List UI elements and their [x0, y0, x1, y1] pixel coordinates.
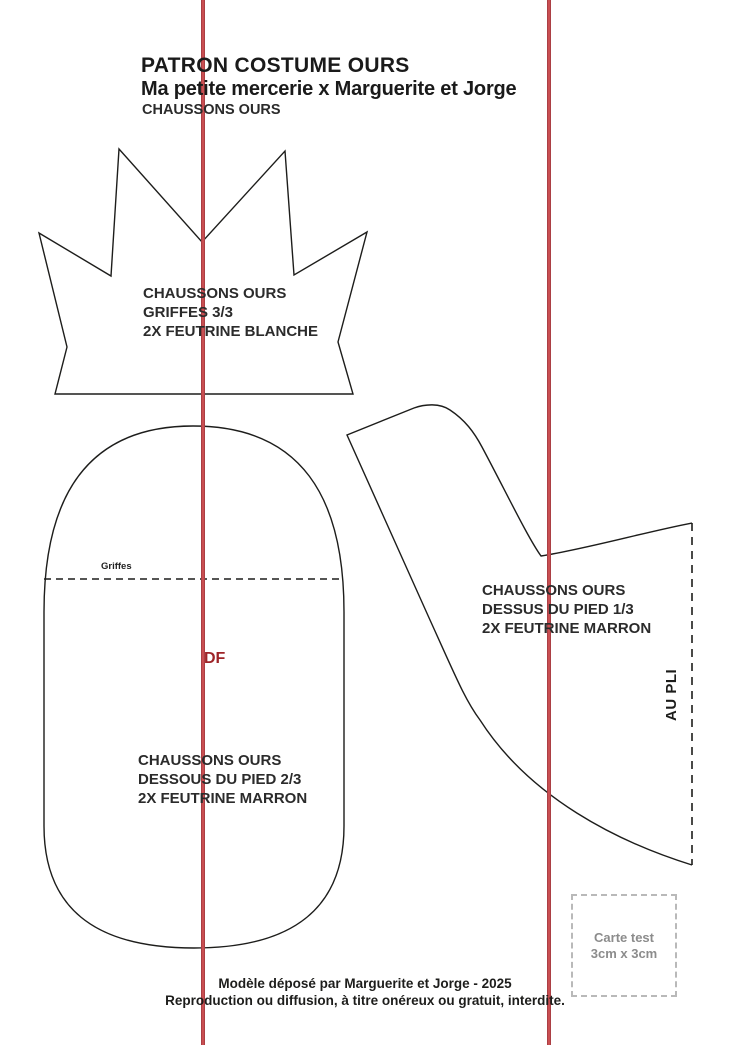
sole-piece-label — [138, 751, 307, 808]
sole-piece-name: CHAUSSONS OURS — [138, 752, 282, 769]
page-title: PATRON COSTUME OURS — [141, 54, 410, 77]
collab-title: Ma petite mercerie x Marguerite et Jorge — [141, 78, 517, 100]
griffes-piece-part: GRIFFES 3/3 — [143, 304, 234, 321]
griffes-piece-material: 2X FEUTRINE BLANCHE — [143, 323, 319, 340]
footer-line2: Reproduction ou diffusion, à titre onéreux ou gratuit, interdite. — [165, 992, 565, 1008]
grainline-label: DF — [204, 650, 226, 667]
test-card-title: Carte test — [594, 929, 654, 945]
footer-line1: Modèle déposé par Marguerite et Jorge - 2025 — [218, 976, 512, 991]
upper-piece-name: CHAUSSONS OURS — [482, 582, 626, 599]
sole-piece-material: 2X FEUTRINE MARRON — [138, 790, 308, 807]
upper-piece-material: 2X FEUTRINE MARRON — [482, 620, 652, 637]
sole-shape-outline — [44, 426, 344, 948]
upper-piece-part: DESSUS DU PIED 1/3 — [482, 601, 634, 618]
sole-piece-part: DESSOUS DU PIED 2/3 — [138, 771, 302, 788]
griffes-notch-label: Griffes — [101, 561, 132, 572]
item-heading: CHAUSSONS OURS — [142, 102, 281, 118]
footer-legal — [0, 976, 730, 1009]
upper-piece-label — [482, 581, 651, 638]
griffes-piece-name: CHAUSSONS OURS — [143, 285, 287, 302]
registration-line-right — [547, 0, 551, 1045]
fold-label: AU PLI — [663, 668, 680, 721]
griffes-piece-label — [143, 284, 318, 341]
test-card-size: 3cm x 3cm — [590, 945, 658, 961]
registration-line-left — [201, 0, 205, 1045]
